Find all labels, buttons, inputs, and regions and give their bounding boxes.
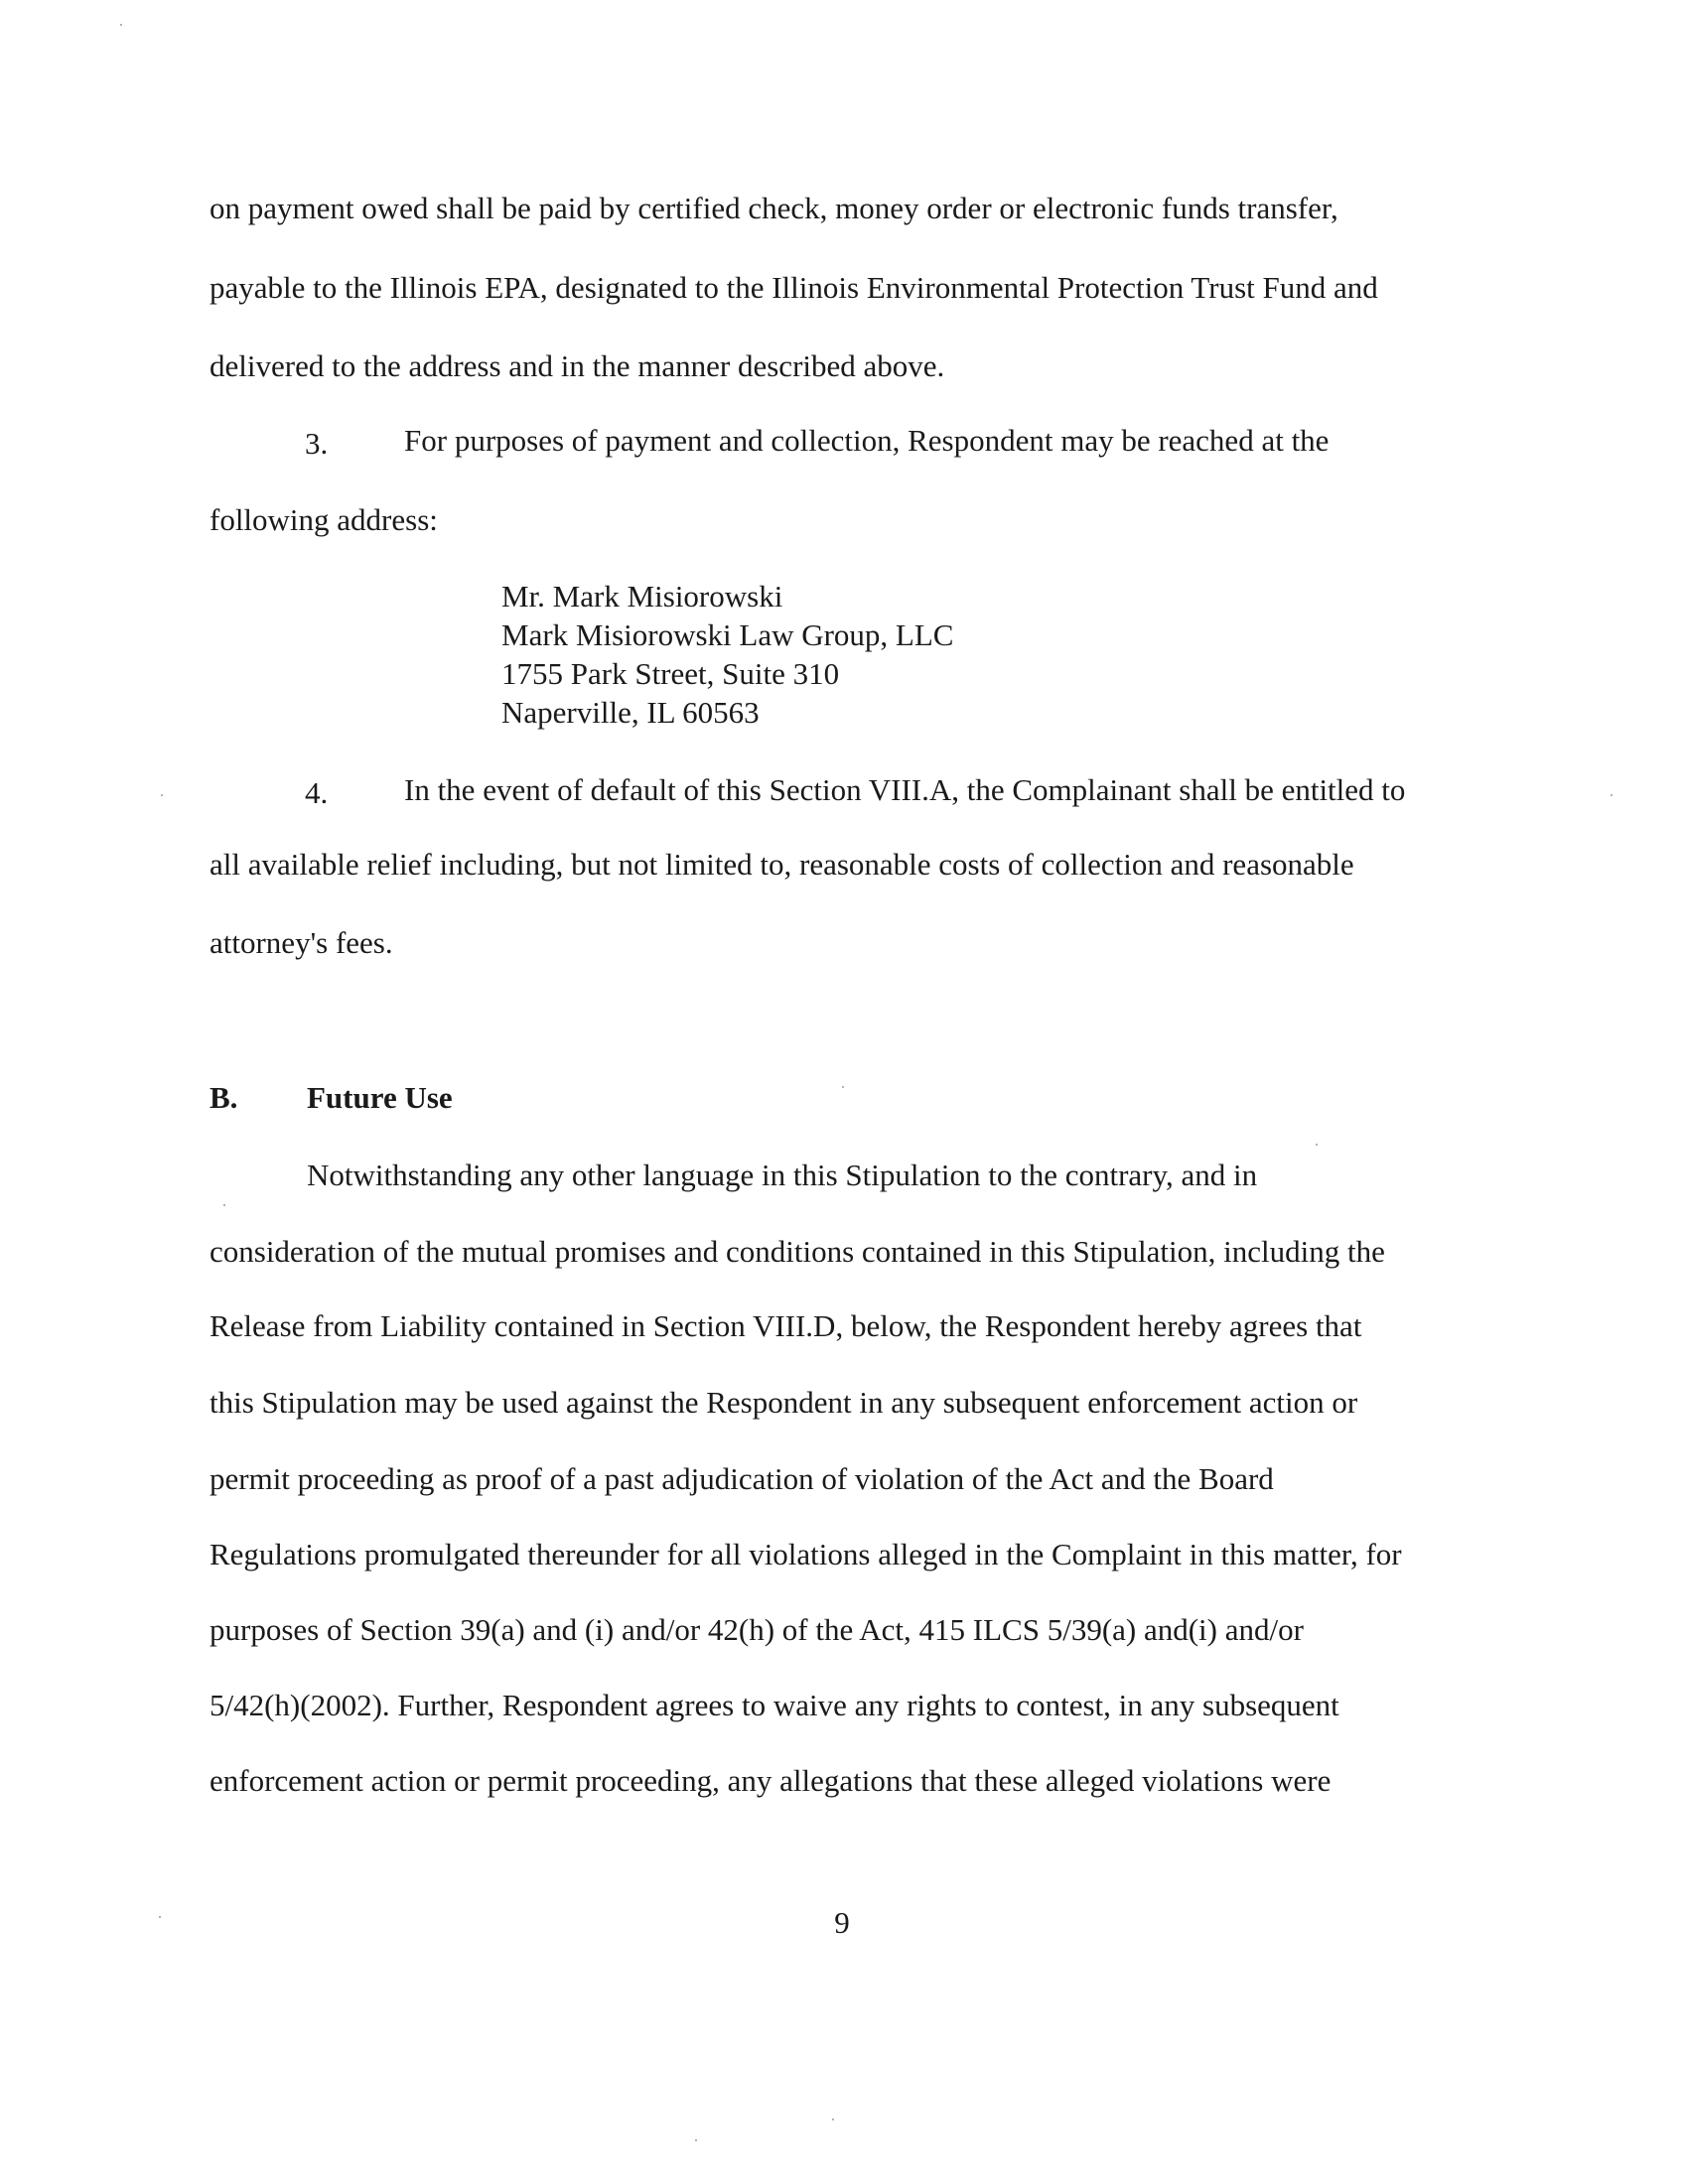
scan-speck — [832, 2118, 834, 2120]
scan-speck — [1316, 1144, 1318, 1146]
body-text-line: following address: — [210, 502, 438, 537]
scan-speck — [161, 794, 163, 796]
body-text-line: Notwithstanding any other language in this Stipulation to the contrary, and in — [307, 1158, 1258, 1192]
body-text-line: 5/42(h)(2002). Further, Respondent agrees to waive any rights to contest, in any subsequent — [210, 1688, 1339, 1722]
body-text-line: In the event of default of this Section VIII.A, the Complainant shall be entitled to — [404, 772, 1406, 807]
paragraph-number: 4. — [305, 775, 329, 810]
body-text-line: payable to the Illinois EPA, designated to the Illinois Environmental Protection Trust Fund and — [210, 270, 1378, 305]
body-text-line: For purposes of payment and collection, Respondent may be reached at the — [404, 423, 1330, 458]
paragraph-number: 3. — [305, 426, 329, 461]
address-city: Naperville, IL 60563 — [501, 695, 760, 730]
address-name: Mr. Mark Misiorowski — [501, 579, 783, 614]
body-text-line: on payment owed shall be paid by certified check, money order or electronic funds transfer, — [210, 191, 1338, 225]
body-text-line: this Stipulation may be used against the Respondent in any subsequent enforcement action or — [210, 1385, 1358, 1420]
body-text-line: enforcement action or permit proceeding, any allegations that these alleged violations were — [210, 1763, 1332, 1798]
body-text-line: permit proceeding as proof of a past adjudication of violation of the Act and the Board — [210, 1461, 1274, 1496]
body-text-line: attorney's fees. — [210, 925, 393, 960]
body-text-line: consideration of the mutual promises and conditions contained in this Stipulation, including the — [210, 1234, 1385, 1269]
section-letter: B. — [210, 1080, 238, 1115]
scan-speck — [842, 1086, 844, 1088]
address-street: 1755 Park Street, Suite 310 — [501, 656, 840, 691]
body-text-line: purposes of Section 39(a) and (i) and/or 42(h) of the Act, 415 ILCS 5/39(a) and(i) and/or — [210, 1612, 1304, 1647]
scan-speck — [159, 1916, 161, 1918]
body-text-line: delivered to the address and in the manner described above. — [210, 348, 945, 383]
scan-speck — [695, 2139, 697, 2141]
page-number: 9 — [834, 1905, 850, 1940]
body-text-line: all available relief including, but not limited to, reasonable costs of collection and reasonable — [210, 847, 1354, 882]
scan-speck — [1611, 794, 1613, 796]
scan-speck — [223, 1204, 225, 1206]
scan-speck — [120, 24, 122, 26]
address-firm: Mark Misiorowski Law Group, LLC — [501, 617, 954, 652]
body-text-line: Regulations promulgated thereunder for all violations alleged in the Complaint in this matter, for — [210, 1537, 1402, 1571]
section-title: Future Use — [307, 1080, 453, 1115]
body-text-line: Release from Liability contained in Section VIII.D, below, the Respondent hereby agrees that — [210, 1308, 1362, 1343]
